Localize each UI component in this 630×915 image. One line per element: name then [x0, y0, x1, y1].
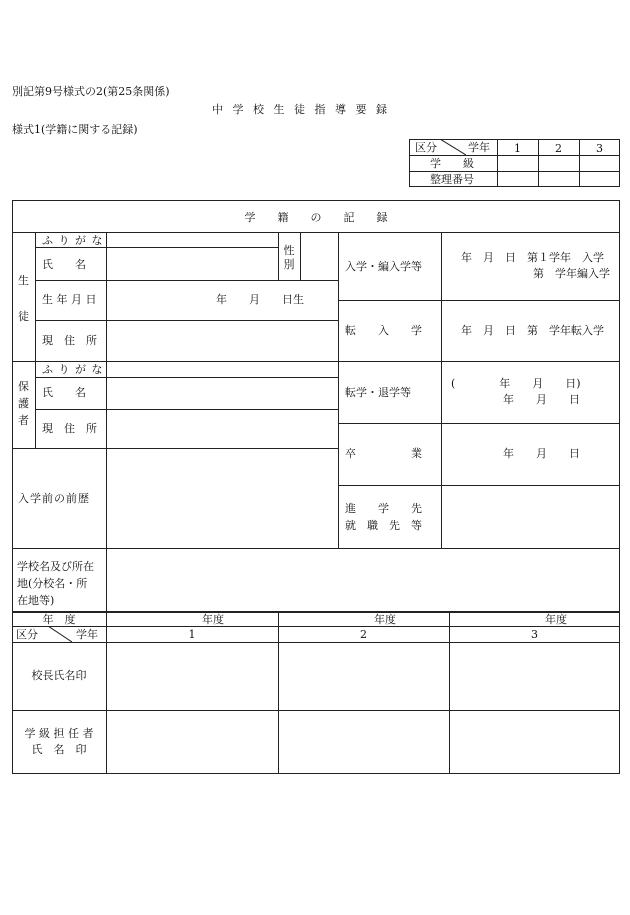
- destination-line1: 進 学 先: [345, 502, 422, 515]
- bottom-grade-label: 学年: [76, 628, 98, 641]
- teacher-label-line1: 学 級 担 任 者: [24, 727, 94, 740]
- transfer-out-label: 転学・退学等: [345, 386, 411, 399]
- student-group-label: 生 徒: [18, 274, 29, 323]
- grade-1: 1: [188, 628, 196, 641]
- transfer-out-line1: ( 年 月 日): [451, 377, 581, 390]
- bottom-division-label: 区分: [16, 628, 38, 641]
- document-title: 中 学 校 生 徒 指 導 要 録: [212, 103, 390, 116]
- guardian-group-label: 保 護 者: [18, 380, 29, 427]
- form-reference-note: 別記第9号様式の2(第25条関係): [12, 85, 170, 98]
- school-name-label: 学校名及び所在 地(分校名・所 在地等): [17, 560, 94, 607]
- class-row-label: 学 級: [430, 157, 474, 170]
- year-2-label: 2: [555, 142, 562, 155]
- prior-history-label: 入学前の前歴: [18, 492, 90, 505]
- division-label: 区分: [415, 141, 437, 154]
- entry-line2: 第 学年編入学: [533, 267, 610, 280]
- grade-label: 学年: [468, 141, 490, 154]
- sex-label: 性 別: [283, 244, 295, 271]
- year-3-label: 3: [596, 142, 603, 155]
- record-heading: 学 籍 の 記 録: [244, 211, 388, 224]
- student-furigana-label: ふ り が な: [42, 234, 104, 247]
- birthdate-value: 年 月 日生: [216, 293, 304, 306]
- entry-line1: 年 月 日 第１学年 入学: [461, 251, 604, 264]
- student-address-label: 現 住 所: [42, 334, 97, 347]
- diagonal-divider: [48, 626, 72, 642]
- year-label: 年 度: [42, 613, 76, 626]
- form-label: 様式1(学籍に関する記録): [12, 123, 138, 136]
- year-1-label: 1: [514, 142, 521, 155]
- entry-label: 入学・編入学等: [345, 260, 422, 273]
- year-cell-2: 年度: [374, 613, 396, 626]
- year-cell-1: 年度: [202, 613, 224, 626]
- student-name-label: 氏 名: [42, 258, 86, 271]
- transfer-out-line2: 年 月 日: [503, 393, 580, 406]
- teacher-label-line2: 氏 名 印: [31, 743, 87, 756]
- destination-line2: 就 職 先 等: [345, 519, 422, 532]
- transfer-in-label: 転 入 学: [345, 324, 422, 337]
- transfer-in-value: 年 月 日 第 学年転入学: [461, 324, 604, 337]
- guardian-address-label: 現 住 所: [42, 422, 97, 435]
- grade-3: 3: [531, 628, 538, 641]
- grade-2: 2: [360, 628, 367, 641]
- guardian-furigana-label: ふ り が な: [42, 363, 104, 376]
- principal-seal-label: 校長氏名印: [31, 669, 87, 682]
- year-cell-3: 年度: [545, 613, 567, 626]
- number-row-label: 整理番号: [430, 173, 474, 186]
- guardian-name-label: 氏 名: [42, 386, 86, 399]
- birthdate-label: 生 年 月 日: [42, 293, 97, 306]
- diagonal-divider: [440, 139, 466, 155]
- graduation-value: 年 月 日: [503, 447, 580, 460]
- graduation-label: 卒 業: [345, 447, 422, 460]
